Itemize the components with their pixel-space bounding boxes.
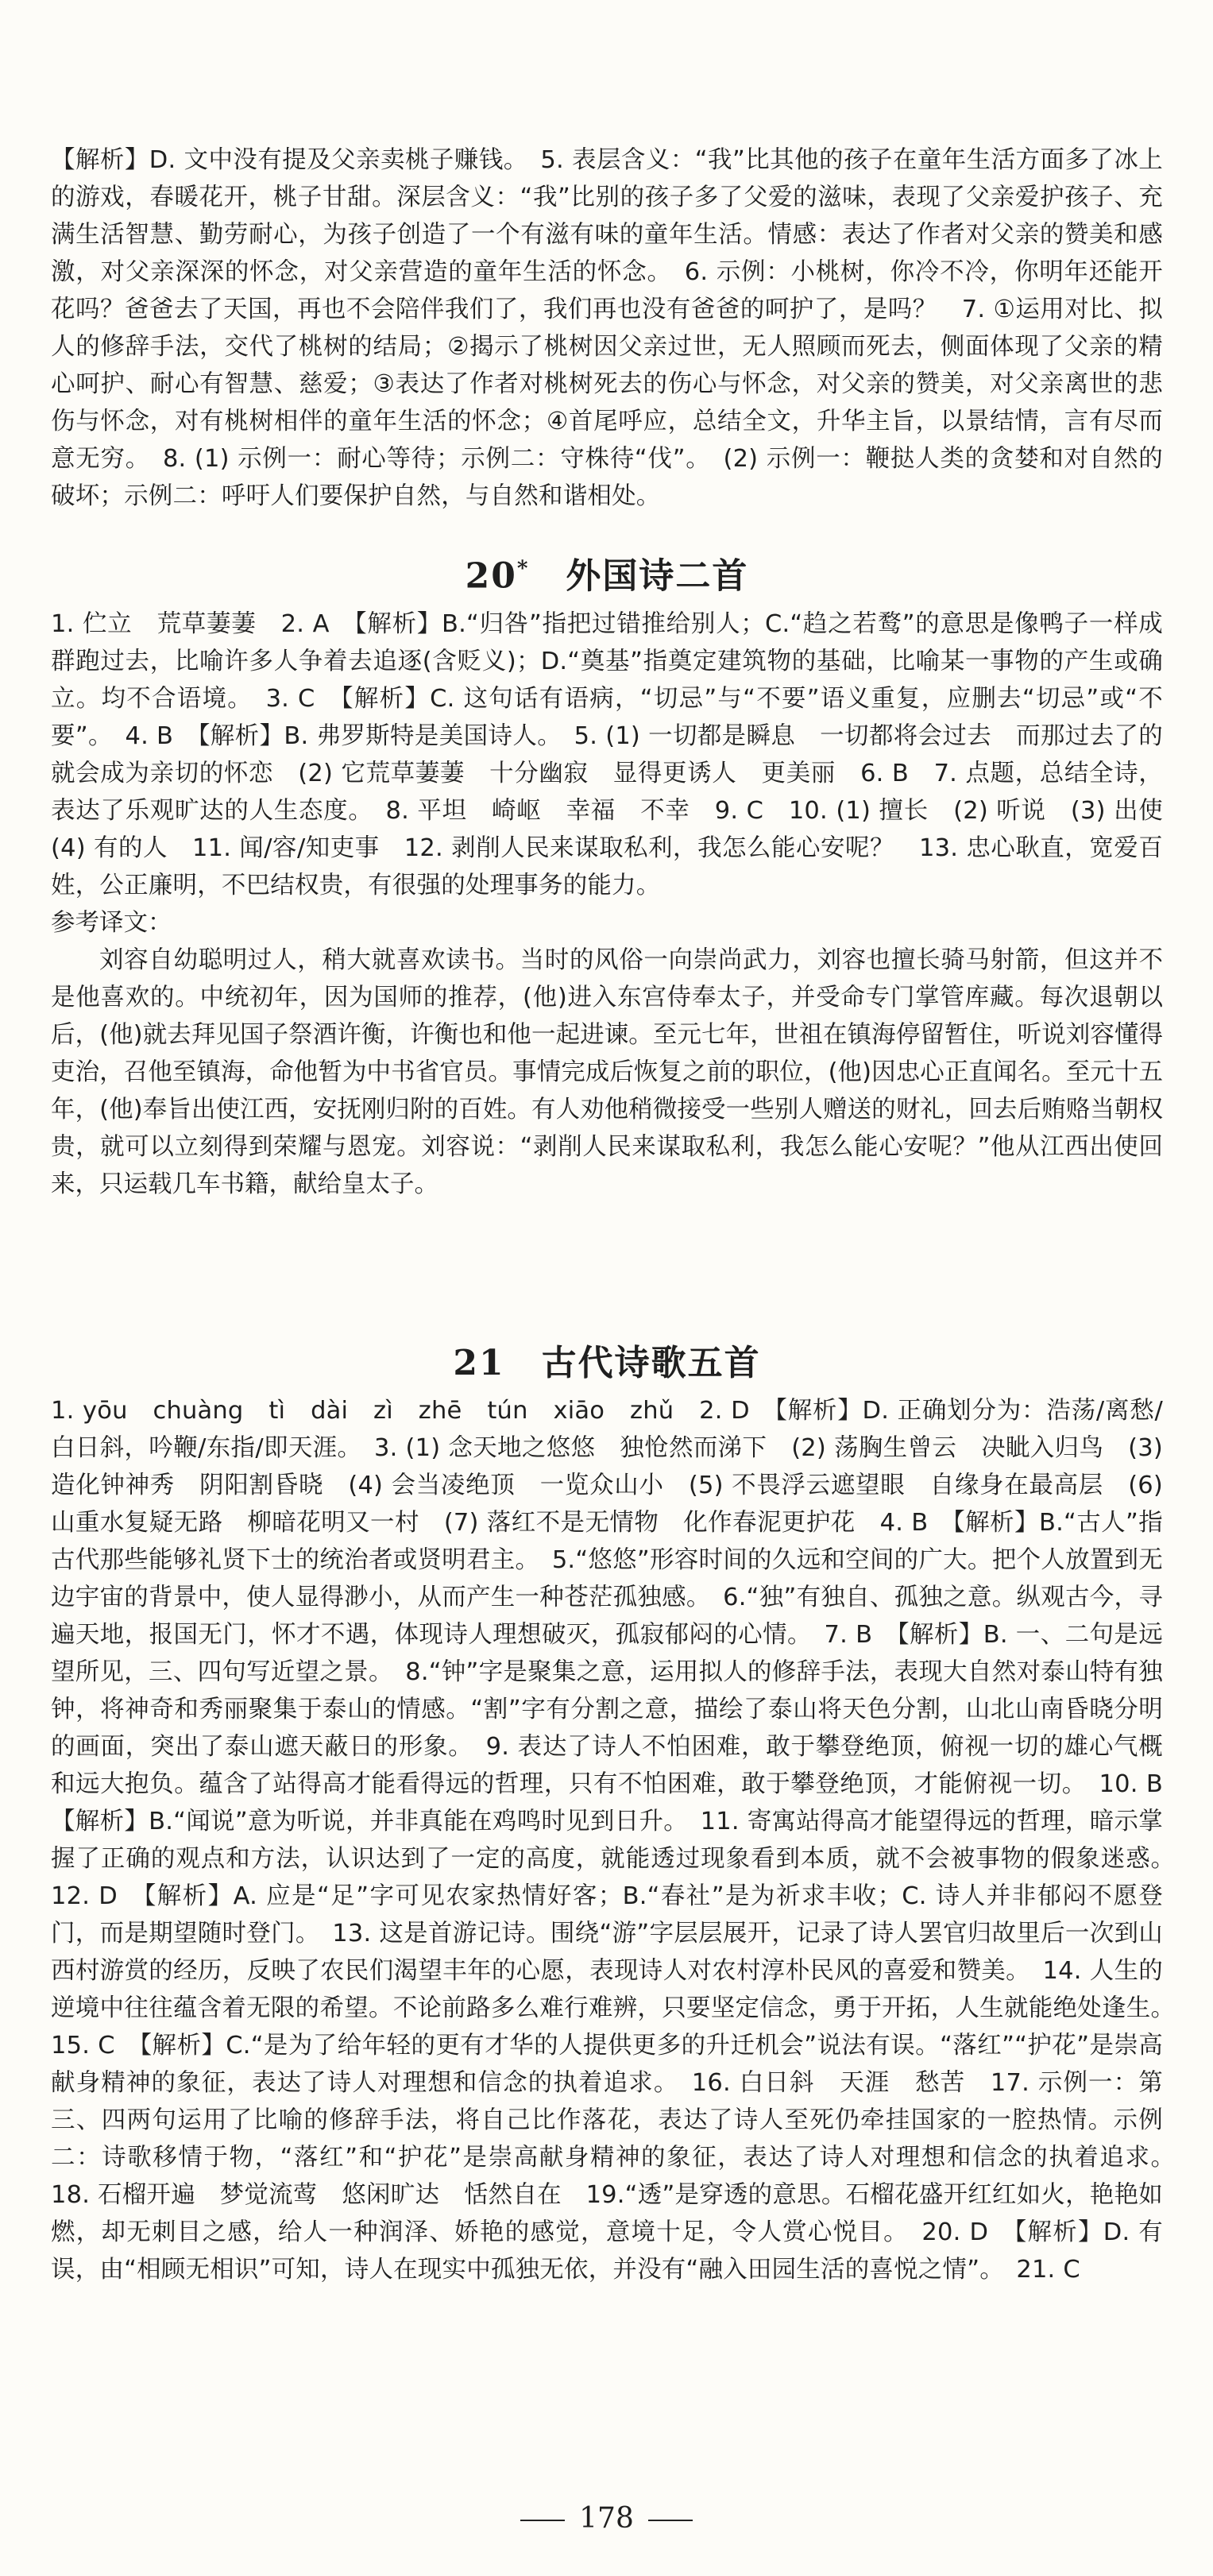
section-21-heading — [51, 1341, 1163, 1386]
section-20-answers: 1. 伫立 荒草萋萋 2. A 【解析】B.“归咎”指把过错推给别人；C.“趋之若鹜”的意思是像鸭子一样成群跑过去，比喻许多人争着去追逐(含贬义)；D.“奠基”指奠定建筑物的基础，比喻某一事物的产生或确立。均不合语境。 3. C 【解析】C. 这句话有语病，“切忌”与“不要”语义重复，应删去“切忌”或“不要”。 4. B 【解析】B. 弗罗斯特是美国诗人。 5. (1) 一切都是瞬息 一切都将会过去 而那过去了的 就会成为亲切的怀恋 (2) 它荒草萋萋 十分幽寂 显得更诱人 更美丽 6. B 7. 点题，总结全诗，表达了乐观旷达的人生态度。 8. 平坦 崎岖 幸福 不幸 9. C 10. (1) 擅长 (2) 听说 (3) 出使 (4) 有的人 11. 闻/容/知吏事 12. 剥削人民来谋取私利，我怎么能心安呢？ 13. 忠心耿直，宽爱百姓，公正廉明，不巴结权贵，有很强的处理事务的能力。 — [51, 609, 1188, 899]
section-21-title: 古代诗歌五首 — [541, 1343, 761, 1383]
left-dash — [520, 2520, 565, 2521]
section-19-end — [51, 141, 1163, 515]
section-19-answers: 【解析】D. 文中没有提及父亲卖桃子赚钱。 5. 表层含义：“我”比其他的孩子在童年生活方面多了冰上的游戏，春暖花开，桃子甘甜。深层含义：“我”比别的孩子多了父爱的滋味，表现了父亲爱护孩子、充满生活智慧、勤劳耐心，为孩子创造了一个有滋有味的童年生活。情感：表达了作者对父亲的赞美和感激，对父亲深深的怀念，对父亲营造的童年生活的怀念。 6. 示例：小桃树，你冷不冷，你明年还能开花吗？爸爸去了天国，再也不会陪伴我们了，我们再也没有爸爸的呵护了，是吗？ 7. ①运用对比、拟人的修辞手法，交代了桃树的结局；②揭示了桃树因父亲过世，无人照顾而死去，侧面体现了父亲的精心呵护、耐心有智慧、慈爱；③表达了作者对桃树死去的伤心与怀念，对父亲的赞美，对父亲离世的悲伤与怀念，对有桃树相伴的童年生活的怀念；④首尾呼应，总结全文，升华主旨，以景结情，言有尽而意无穷。 8. (1) 示例一：耐心等待；示例二：守株待“伐”。 (2) 示例一：鞭挞人类的贪婪和对自然的破坏；示例二：呼吁人们要保护自然，与自然和谐相处。 — [51, 146, 1163, 510]
section-20 — [51, 547, 1188, 1203]
page-number-footer — [0, 2501, 1213, 2536]
section-20-heading — [51, 547, 1163, 599]
section-21 — [51, 1341, 1188, 2288]
reference-translation: 刘容自幼聪明过人，稍大就喜欢读书。当时的风俗一向崇尚武力，刘容也擅长骑马射箭，但这并不是他喜欢的。中统初年，因为国师的推荐，(他)进入东宫侍奉太子，并受命专门掌管库藏。每次退朝以后，(他)就去拜见国子祭酒许衡，许衡也和他一起进谏。至元七年，世祖在镇海停留暂住，听说刘容懂得吏治，召他至镇海，命他暂为中书省官员。事情完成后恢复之前的职位，(他)因忠心正直闻名。至元十五年，(他)奉旨出使江西，安抚刚归附的百姓。有人劝他稍微接受一些别人赠送的财礼，回去后贿赂当朝权贵，就可以立刻得到荣耀与恩宠。刘容说：“剥削人民来谋取私利，我怎么能心安呢？”他从江西出使回来，只运载几车书籍，献给皇太子。 — [51, 946, 1163, 1198]
reference-translation-label: 参考译文： — [51, 908, 172, 937]
section-20-number: 20 — [465, 555, 517, 597]
section-20-title: 外国诗二首 — [566, 555, 749, 597]
section-21-number: 21 — [453, 1343, 505, 1383]
right-dash — [648, 2520, 693, 2521]
section-21-answers: 1. yōu chuàng tì dài zì zhē tún xiāo zhǔ 2. D 【解析】D. 正确划分为：浩荡/离愁/白日斜，吟鞭/东指/即天涯。 3. (1) 念天地之悠悠 独怆然而涕下 (2) 荡胸生曾云 决眦入归鸟 (3) 造化钟神秀 阴阳割昏晓 (4) 会当凌绝顶 一览众山小 (5) 不畏浮云遮望眼 自缘身在最高层 (6) 山重水复疑无路 柳暗花明又一村 (7) 落红不是无情物 化作春泥更护花 4. B 【解析】B.“古人”指古代那些能够礼贤下士的统治者或贤明君主。 5.“悠悠”形容时间的久远和空间的广大。把个人放置到无边宇宙的背景中，使人显得渺小，从而产生一种苍茫孤独感。 6.“独”有独自、孤独之意。纵观古今，寻遍天地，报国无门，怀才不遇，体现诗人理想破灭，孤寂郁闷的心情。 7. B 【解析】B. 一、二句是远望所见，三、四句写近望之景。 8.“钟”字是聚集之意，运用拟人的修辞手法，表现大自然对泰山特有独钟，将神奇和秀丽聚集于泰山的情感。“割”字有分割之意，描绘了泰山将天色分割，山北山南昏晓分明的画面，突出了泰山遮天蔽日的形象。 9. 表达了诗人不怕困难，敢于攀登绝顶，俯视一切的雄心气概和远大抱负。蕴含了站得高才能看得远的哲理，只有不怕困难，敢于攀登绝顶，才能俯视一切。 10. B 【解析】B.“闻说”意为听说，并非真能在鸡鸣时见到日升。 11. 寄寓站得高才能望得远的哲理，暗示掌握了正确的观点和方法，认识达到了一定的高度，就能透过现象看到本质，就不会被事物的假象迷惑。 12. D 【解析】A. 应是“足”字可见农家热情好客；B.“春社”是为祈求丰收；C. 诗人并非郁闷不愿登门，而是期望随时登门。 13. 这是首游记诗。围绕“游”字层层展开，记录了诗人罢官归故里后一次到山西村游赏的经历，反映了农民们渴望丰年的心愿，表现诗人对农村淳朴民风的喜爱和赞美。 14. 人生的逆境中往往蕴含着无限的希望。不论前路多么难行难辨，只要坚定信念，勇于开拓，人生就能绝处逢生。 15. C 【解析】C.“是为了给年轻的更有才华的人提供更多的升迁机会”说法有误。“落红”“护花”是崇高献身精神的象征，表达了诗人对理想和信念的执着追求。 16. 白日斜 天涯 愁苦 17. 示例一：第三、四两句运用了比喻的修辞手法，将自己比作落花，表达了诗人至死仍牵挂国家的一腔热情。示例二：诗歌移情于物，“落红”和“护花”是崇高献身精神的象征，表达了诗人对理想和信念的执着追求。 18. 石榴开遍 梦觉流莺 悠闲旷达 恬然自在 19.“透”是穿透的意思。石榴花盛开红红如火，艳艳如燃，却无刺目之感，给人一种润泽、娇艳的感觉，意境十足，令人赏心悦目。 20. D 【解析】D. 有误，由“相顾无相识”可知，诗人在现实中孤独无依，并没有“融入田园生活的喜悦之情”。 21. C — [51, 1397, 1188, 2284]
section-20-star: * — [516, 557, 530, 581]
page-number: 178 — [579, 2502, 634, 2535]
